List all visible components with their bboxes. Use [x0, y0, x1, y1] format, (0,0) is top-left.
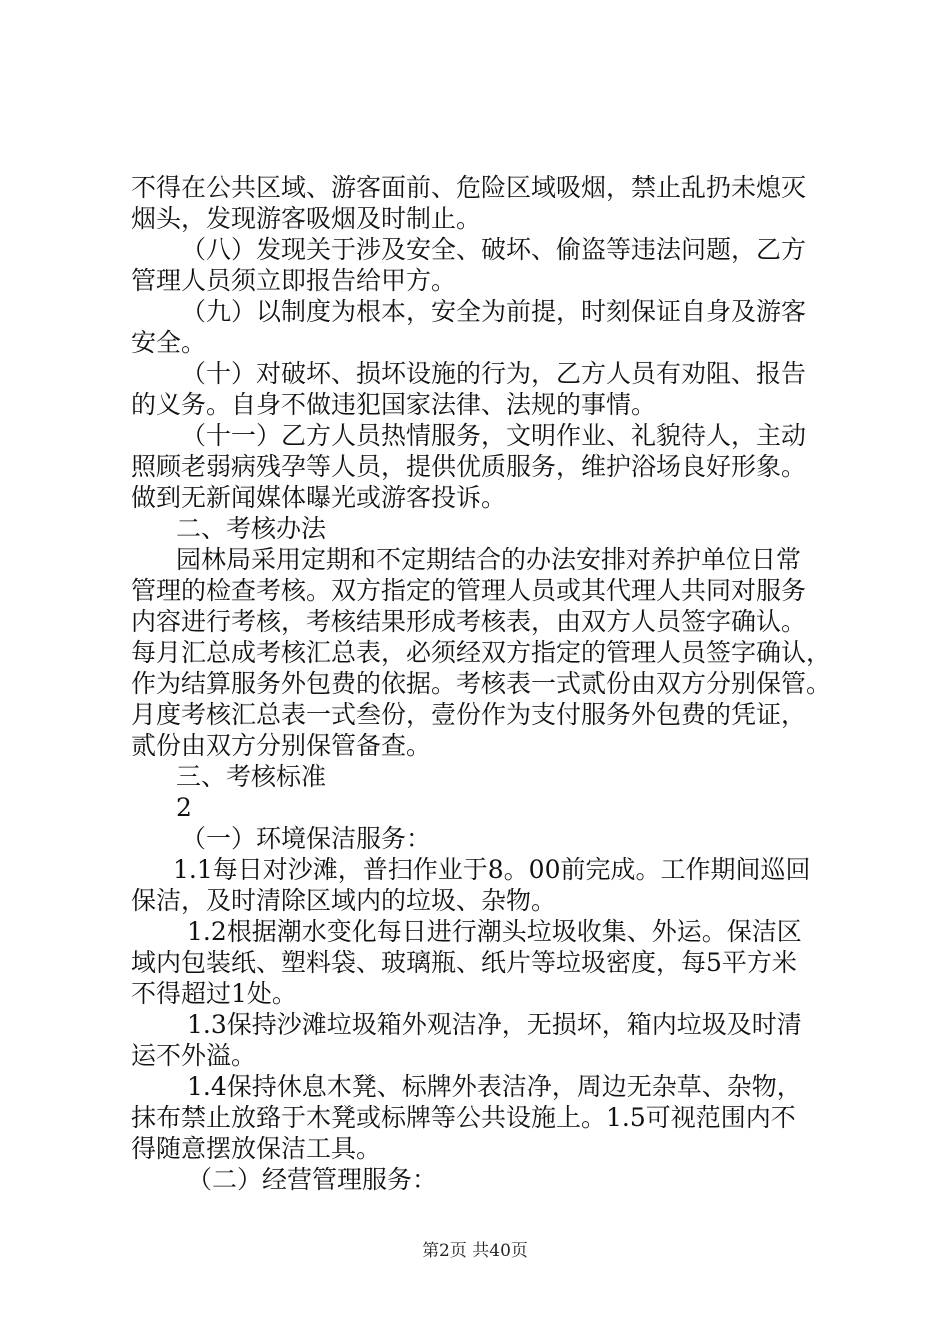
section-heading: 三、考核标准	[176, 762, 327, 791]
paragraph-line: （十）对破坏、损坏设施的行为，乙方人员有劝阻、报告	[181, 359, 807, 388]
paragraph-line: 不得在公共区域、游客面前、危险区域吸烟，禁止乱扔未熄灭	[131, 173, 807, 202]
paragraph-line: 域内包装纸、塑料袋、玻璃瓶、纸片等垃圾密度，每5平方米	[131, 948, 797, 977]
paragraph-line: 1.4保持休息木凳、标牌外表洁净，周边无杂草、杂物，	[187, 1072, 802, 1101]
paragraph-line: 不得超过1处。	[131, 979, 297, 1008]
paragraph-line: 做到无新闻媒体曝光或游客投诉。	[131, 483, 507, 512]
paragraph-line: 贰份由双方分别保管备查。	[131, 731, 432, 760]
paragraph-line: 作为结算服务外包费的依据。考核表一式贰份由双方分别保管。	[131, 669, 832, 698]
paragraph-line: 每月汇总成考核汇总表，必须经双方指定的管理人员签字确认，	[131, 638, 832, 667]
subsection-heading: （一）环境保洁服务：	[181, 824, 432, 853]
paragraph-line: 的义务。自身不做违犯国家法律、法规的事情。	[131, 390, 657, 419]
paragraph-line: 烟头，发现游客吸烟及时制止。	[131, 204, 482, 233]
paragraph-line: 1.1每日对沙滩，普扫作业于8。00前完成。工作期间巡回	[173, 855, 811, 884]
document-body	[131, 172, 831, 1195]
page-footer: 第2页 共40页	[422, 1241, 528, 1261]
paragraph-line: 抹布禁止放臵于木凳或标牌等公共设施上。1.5可视范围内不	[131, 1103, 796, 1132]
paragraph-line: 照顾老弱病残孕等人员，提供优质服务，维护浴场良好形象。	[131, 452, 807, 481]
paragraph-line: 运不外溢。	[131, 1041, 257, 1070]
paragraph-line: （十一）乙方人员热情服务，文明作业、礼貌待人，主动	[181, 421, 807, 450]
paragraph-line: 安全。	[131, 328, 207, 357]
paragraph-line: 1.2根据潮水变化每日进行潮头垃圾收集、外运。保洁区	[187, 917, 802, 946]
paragraph-line: 1.3保持沙滩垃圾箱外观洁净，无损坏，箱内垃圾及时清	[187, 1010, 802, 1039]
paragraph-line: （八）发现关于涉及安全、破坏、偷盗等违法问题，乙方	[181, 235, 807, 264]
paragraph-line: 内容进行考核，考核结果形成考核表，由双方人员签字确认。	[131, 607, 807, 636]
paragraph-line: 月度考核汇总表一式叁份，壹份作为支付服务外包费的凭证，	[131, 700, 807, 729]
paragraph-line: 管理人员须立即报告给甲方。	[131, 266, 457, 295]
paragraph-line: 管理的检查考核。双方指定的管理人员或其代理人共同对服务	[131, 576, 807, 605]
paragraph-line: 园林局采用定期和不定期结合的办法安排对养护单位日常	[176, 545, 802, 574]
paragraph-line: （九）以制度为根本，安全为前提，时刻保证自身及游客	[181, 297, 807, 326]
stray-page-number: 2	[176, 793, 192, 822]
section-heading: 二、考核办法	[176, 514, 327, 543]
paragraph-line: 得随意摆放保洁工具。	[131, 1134, 382, 1163]
paragraph-line: 保洁，及时清除区域内的垃圾、杂物。	[131, 886, 557, 915]
subsection-heading: （二）经营管理服务：	[187, 1165, 438, 1194]
